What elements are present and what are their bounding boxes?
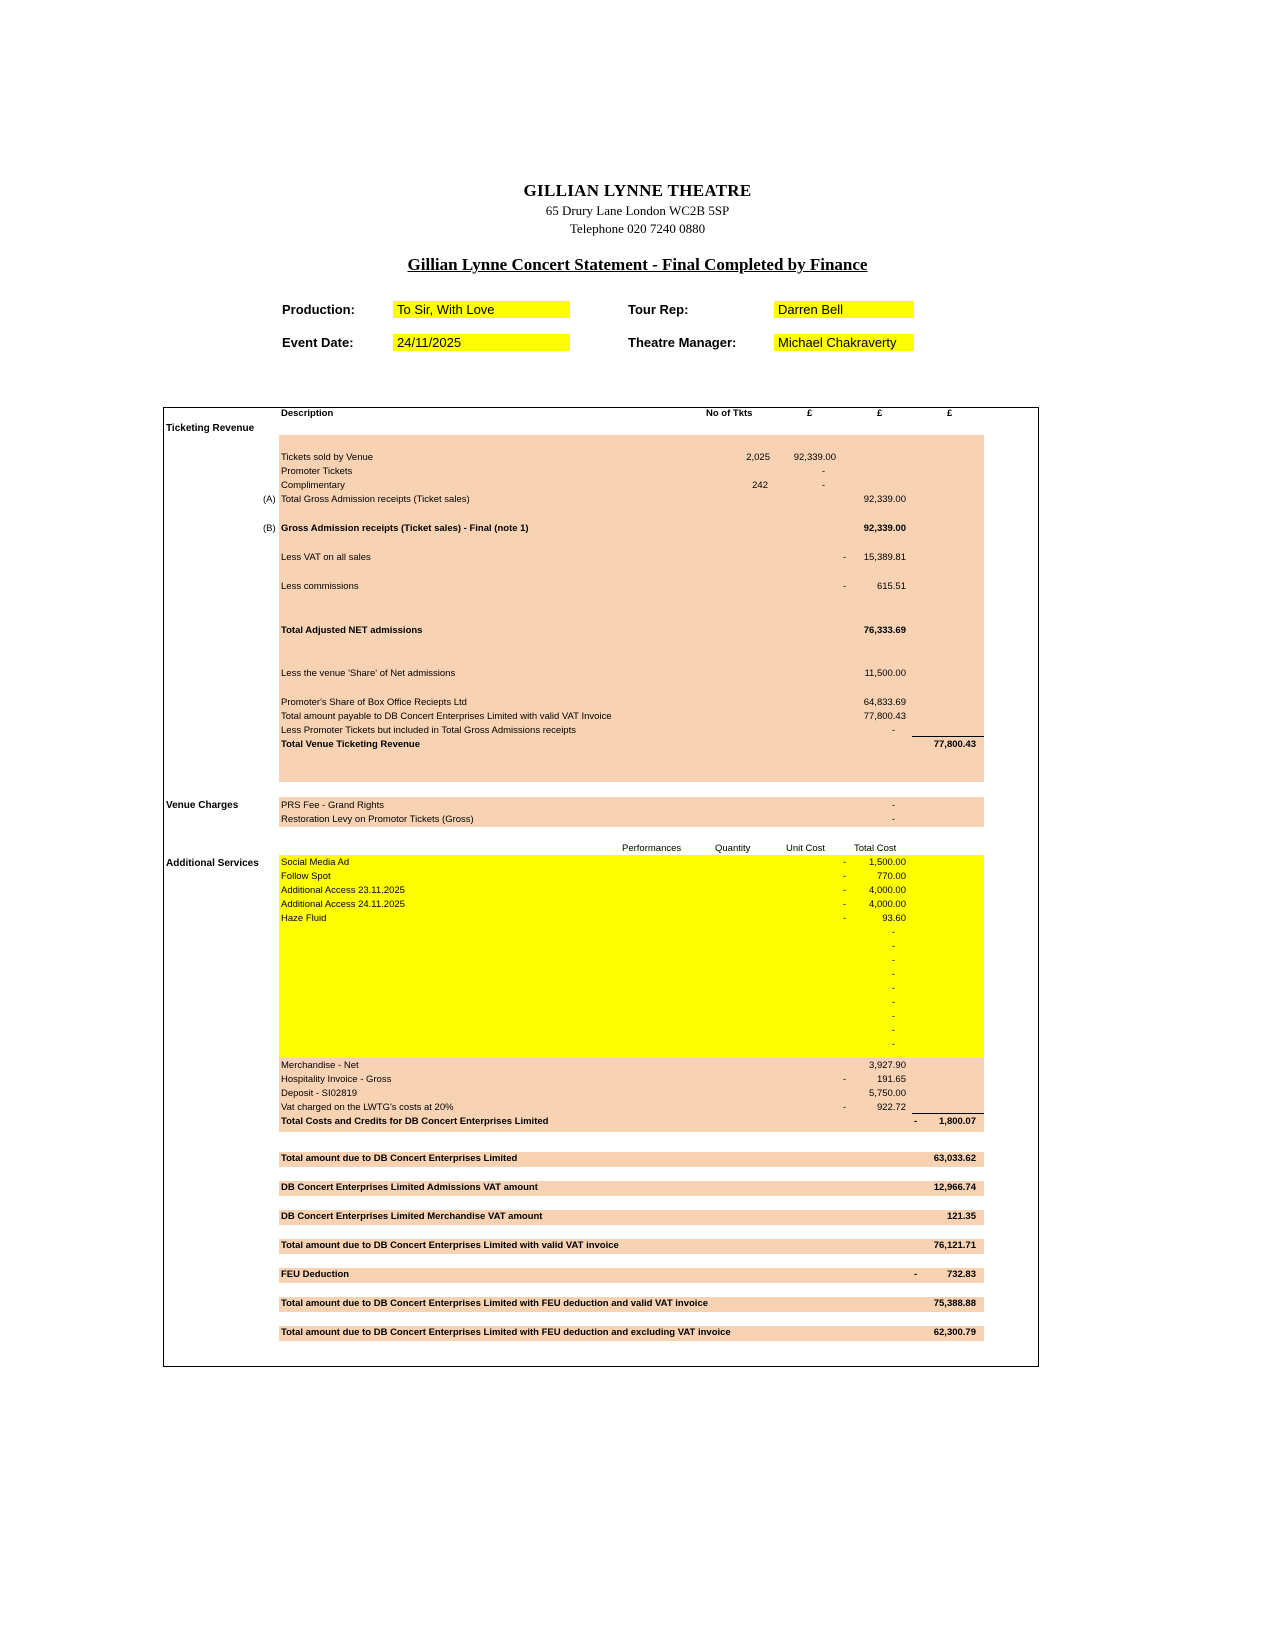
restoration-levy-label: Restoration Levy on Promotor Tickets (Gross): [281, 814, 474, 825]
prs-fee-label: PRS Fee - Grand Rights: [281, 800, 384, 811]
summary-value: 12,966.74: [933, 1182, 976, 1193]
service-item-label: Haze Fluid: [281, 913, 327, 924]
service-item-total: 93.60: [882, 913, 906, 924]
service-item-total: 770.00: [876, 871, 906, 882]
service-item-sign: -: [843, 857, 847, 868]
costs-vat-sign: -: [843, 1102, 847, 1113]
venue-share-value: 11,500.00: [864, 668, 906, 679]
tour-rep-value: Darren Bell: [774, 301, 914, 318]
total-gross-value: 92,339.00: [863, 494, 906, 505]
summary-row: [279, 1181, 984, 1196]
total-costs-value: 1,800.07: [939, 1116, 976, 1127]
theatre-manager-label: Theatre Manager:: [628, 335, 737, 350]
total-gross-label: Total Gross Admission receipts (Ticket sales): [281, 494, 470, 505]
complimentary-label: Complimentary: [281, 480, 345, 491]
tickets-sold-value: 92,339.00: [793, 452, 836, 463]
service-item-sign: -: [843, 913, 847, 924]
marker-b: (B): [263, 523, 276, 534]
summary-row: [279, 1297, 984, 1312]
summary-row: [279, 1152, 984, 1167]
empty-row-dash: -: [891, 955, 895, 966]
summary-label: DB Concert Enterprises Limited Merchandise VAT amount: [281, 1211, 543, 1222]
col-quantity: Quantity: [715, 843, 751, 854]
tickets-sold-label: Tickets sold by Venue: [281, 452, 374, 463]
summary-value: 75,388.88: [933, 1298, 976, 1309]
promoter-share-value: 64,833.69: [863, 697, 906, 708]
gross-final-label: Gross Admission receipts (Ticket sales) - Final (note 1): [281, 523, 529, 534]
empty-row-dash: -: [891, 983, 895, 994]
col-unit-cost: Unit Cost: [786, 843, 826, 854]
col-pounds-3: £: [947, 408, 953, 419]
costs-subtotal-rule: [912, 1113, 984, 1114]
empty-row-dash: -: [891, 941, 895, 952]
hospitality-label: Hospitality Invoice - Gross: [281, 1074, 392, 1085]
payable-value: 77,800.43: [863, 711, 906, 722]
col-description: Description: [281, 408, 334, 419]
less-vat-sign: -: [843, 552, 847, 563]
promoter-tickets-label: Promoter Tickets: [281, 466, 353, 477]
service-item-total: 4,000.00: [869, 899, 906, 910]
venue-address: 65 Drury Lane London WC2B 5SP: [545, 203, 730, 218]
payable-label: Total amount payable to DB Concert Enterprises Limited with valid VAT Invoice: [281, 711, 612, 722]
total-net-value: 76,333.69: [863, 625, 906, 636]
theatre-manager-value: Michael Chakraverty: [774, 334, 914, 351]
less-commissions-value: 615.51: [876, 581, 906, 592]
summary-value: 76,121.71: [933, 1240, 976, 1251]
service-item-label: Social Media Ad: [281, 857, 350, 868]
costs-vat-value: 922.72: [876, 1102, 906, 1113]
total-venue-value: 77,800.43: [933, 739, 976, 750]
merchandise-value: 3,927.90: [869, 1060, 906, 1071]
costs-vat-label: Vat charged on the LWTG's costs at 20%: [281, 1102, 454, 1113]
empty-row-dash: -: [891, 1011, 895, 1022]
total-costs-sign: -: [914, 1116, 918, 1127]
service-item-sign: -: [843, 899, 847, 910]
summary-label: DB Concert Enterprises Limited Admissions VAT amount: [281, 1182, 538, 1193]
summary-row: [279, 1210, 984, 1225]
promoter-share-label: Promoter's Share of Box Office Reciepts Ltd: [281, 697, 467, 708]
event-date-label: Event Date:: [282, 335, 354, 350]
col-total-cost: Total Cost: [854, 843, 897, 854]
service-item-sign: -: [843, 885, 847, 896]
col-tickets: No of Tkts: [706, 408, 753, 419]
complimentary-count: 242: [752, 480, 768, 491]
subtotal-rule: [912, 736, 984, 737]
marker-a: (A): [263, 494, 276, 505]
summary-row: [279, 1268, 984, 1283]
promoter-tickets-value: -: [821, 466, 825, 477]
summary-row: [279, 1326, 984, 1341]
gross-final-value: 92,339.00: [863, 523, 906, 534]
summary-value: 63,033.62: [933, 1153, 976, 1164]
service-item-sign: -: [843, 871, 847, 882]
less-commissions-sign: -: [843, 581, 847, 592]
hospitality-sign: -: [843, 1074, 847, 1085]
summary-label: Total amount due to DB Concert Enterprises Limited: [281, 1153, 518, 1164]
service-item-total: 1,500.00: [869, 857, 906, 868]
service-item-label: Additional Access 23.11.2025: [281, 885, 405, 896]
less-vat-value: 15,389.81: [863, 552, 906, 563]
complimentary-value: -: [821, 480, 825, 491]
total-venue-label: Total Venue Ticketing Revenue: [281, 739, 421, 750]
summary-value: 732.83: [946, 1269, 976, 1280]
section-ticketing-revenue: Ticketing Revenue: [166, 423, 255, 434]
col-pounds-2: £: [877, 408, 883, 419]
empty-row-dash: -: [891, 927, 895, 938]
less-commissions-label: Less commissions: [281, 581, 359, 592]
venue-name: GILLIAN LYNNE THEATRE: [523, 181, 752, 200]
tour-rep-label: Tour Rep:: [628, 302, 689, 317]
deposit-label: Deposit - SI02819: [281, 1088, 358, 1099]
merchandise-label: Merchandise - Net: [281, 1060, 359, 1071]
summary-sign: -: [914, 1269, 918, 1280]
less-promoter-label: Less Promoter Tickets but included in Total Gross Admissions receipts: [281, 725, 576, 736]
venue-share-label: Less the venue 'Share' of Net admissions: [281, 668, 456, 679]
service-item-label: Additional Access 24.11.2025: [281, 899, 405, 910]
summary-value: 62,300.79: [933, 1327, 976, 1338]
event-date-value: 24/11/2025: [393, 334, 570, 351]
statement-title: Gillian Lynne Concert Statement - Final Completed by Finance: [407, 255, 868, 274]
empty-row-dash: -: [891, 1025, 895, 1036]
total-costs-label: Total Costs and Credits for DB Concert Enterprises Limited: [281, 1116, 549, 1127]
hospitality-value: 191.65: [876, 1074, 906, 1085]
production-value: To Sir, With Love: [393, 301, 570, 318]
less-vat-label: Less VAT on all sales: [281, 552, 371, 563]
empty-row-dash: -: [891, 997, 895, 1008]
less-promoter-value: -: [891, 725, 895, 736]
restoration-levy-value: -: [891, 814, 895, 825]
col-pounds-1: £: [807, 408, 813, 419]
summary-label: Total amount due to DB Concert Enterprises Limited with FEU deduction and excluding VAT invoice: [281, 1327, 731, 1338]
total-net-label: Total Adjusted NET admissions: [281, 625, 423, 636]
empty-row-dash: -: [891, 969, 895, 980]
service-item-total: 4,000.00: [869, 885, 906, 896]
deposit-value: 5,750.00: [869, 1088, 906, 1099]
service-item-label: Follow Spot: [281, 871, 331, 882]
tickets-sold-count: 2,025: [746, 452, 770, 463]
prs-fee-value: -: [891, 800, 895, 811]
summary-label: FEU Deduction: [281, 1269, 350, 1280]
empty-row-dash: -: [891, 1039, 895, 1050]
summary-label: Total amount due to DB Concert Enterprises Limited with FEU deduction and valid VAT invoice: [281, 1298, 709, 1309]
col-performances: Performances: [622, 843, 682, 854]
summary-label: Total amount due to DB Concert Enterprises Limited with valid VAT invoice: [281, 1240, 619, 1251]
section-venue-charges: Venue Charges: [166, 800, 239, 811]
venue-telephone: Telephone 020 7240 0880: [569, 221, 706, 236]
section-additional-services: Additional Services: [166, 858, 259, 869]
production-label: Production:: [282, 302, 355, 317]
summary-value: 121.35: [946, 1211, 976, 1222]
summary-row: [279, 1239, 984, 1254]
